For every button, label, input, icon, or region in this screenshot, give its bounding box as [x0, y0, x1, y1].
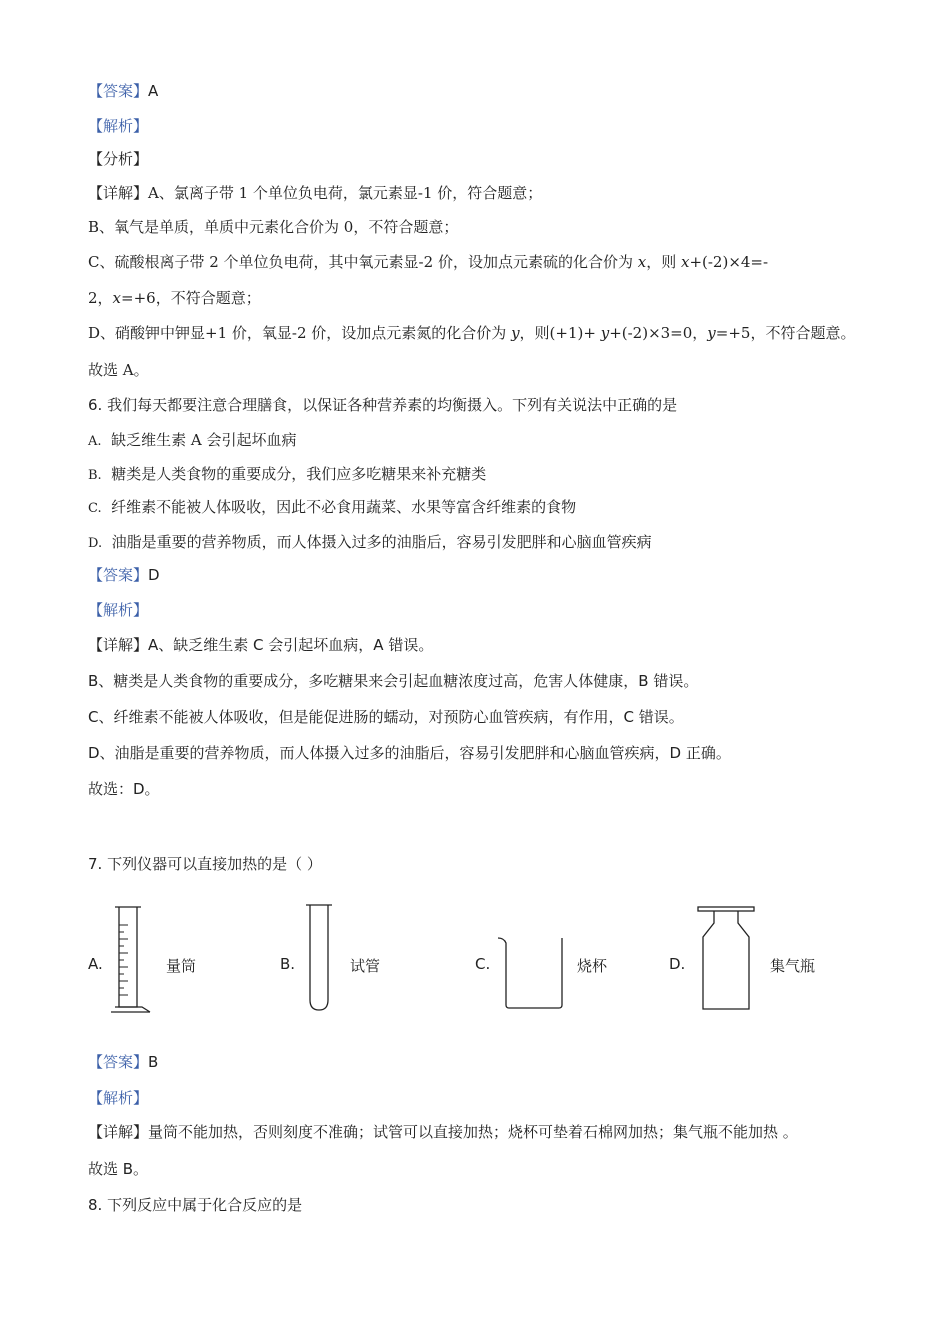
analysis-tag: 【解析】: [88, 117, 149, 135]
q5-detail-b: B、氧气是单质，单质中元素化合价为 0，不符合题意；: [88, 218, 459, 236]
q6-analysis-tag: [88, 600, 148, 620]
q7-stem: 7. 下列仪器可以直接加热的是（ ）: [88, 855, 322, 873]
variable: x: [112, 289, 122, 307]
q6-option-a: [88, 430, 296, 452]
option-text: 缺乏维生素 A 会引起坏血病: [111, 431, 297, 449]
q6-detail-b: B、糖类是人类食物的重要成分，多吃糖果来会引起血糖浓度过高，危害人体健康，B 错误。: [88, 672, 699, 690]
answer-tag: 【答案】: [88, 566, 149, 584]
q5-detail-c2: [88, 288, 261, 308]
text-segment: =+6，不符合题意；: [121, 289, 261, 307]
text-segment: D、硝酸钾中钾显+1 价，氧显-2 价，设加点元素氮的化合价为: [88, 324, 512, 342]
q6-option-c: [88, 497, 576, 519]
variable: x: [637, 253, 647, 271]
q5-detail-a: [88, 183, 542, 203]
option-label: B.: [88, 468, 102, 483]
q5-conclusion: 故选 A。: [88, 361, 149, 379]
fenxi-tag: 【分析】: [88, 150, 149, 168]
text-segment: 2，: [88, 289, 113, 307]
option-text: 纤维素不能被人体吸收，因此不必食用蔬菜、水果等富含纤维素的食物: [111, 498, 577, 516]
option-text: 糖类是人类食物的重要成分，我们应多吃糖果来补充糖类: [111, 465, 487, 483]
beaker-icon: [496, 935, 568, 1011]
text-segment: +(-2)×3=0，: [609, 324, 708, 342]
q6-detail-a: [88, 635, 433, 655]
answer-value: D: [148, 566, 160, 584]
option-text: 油脂是重要的营养物质，而人体摄入过多的油脂后，容易引发肥胖和心脑血管疾病: [111, 533, 652, 551]
answer-value: B: [148, 1053, 159, 1071]
q7-detail: [88, 1122, 798, 1142]
q6-option-d: [88, 532, 652, 554]
text-segment: +(-2)×4=-: [689, 253, 769, 271]
text-segment: ，则(+1)+: [519, 324, 601, 342]
q5-detail-d: [88, 323, 855, 343]
q7-option-b-letter: B.: [280, 955, 296, 973]
text-segment: C、硫酸根离子带 2 个单位负电荷，其中氧元素显-2 价，设加点元素硫的化合价为: [88, 253, 638, 271]
q7-option-c-name: 烧杯: [577, 957, 608, 975]
variable: y: [707, 324, 716, 342]
analysis-tag: 【解析】: [88, 601, 149, 619]
variable: y: [511, 324, 520, 342]
q5-analysis-tag: [88, 116, 148, 136]
q7-option-a-name: 量筒: [166, 957, 197, 975]
option-label: D.: [88, 536, 103, 551]
q6-stem: 6. 我们每天都要注意合理膳食，以保证各种营养素的均衡摄入。下列有关说法中正确的是: [88, 396, 678, 414]
variable: x: [680, 253, 690, 271]
detail-text: A、氯离子带 1 个单位负电荷，氯元素显-1 价，符合题意；: [148, 184, 543, 202]
q7-option-a-letter: A.: [88, 955, 103, 973]
detail-tag: 【详解】: [88, 1123, 149, 1141]
text-segment: =+5，不符合题意。: [715, 324, 856, 342]
detail-text: 量筒不能加热，否则刻度不准确；试管可以直接加热；烧杯可垫着石棉网加热；集气瓶不能加热 。: [148, 1123, 798, 1141]
option-label: A.: [88, 434, 102, 449]
q7-option-d-letter: D.: [669, 955, 686, 973]
q5-answer: [88, 81, 158, 101]
q7-analysis-tag: [88, 1088, 148, 1108]
q6-option-b: [88, 464, 486, 486]
q6-conclusion: 故选：D。: [88, 780, 160, 798]
q7-option-b-name: 试管: [350, 957, 381, 975]
q7-conclusion: 故选 B。: [88, 1160, 149, 1178]
answer-value: A: [148, 82, 159, 100]
gas-jar-icon: [694, 905, 758, 1013]
analysis-tag: 【解析】: [88, 1089, 149, 1107]
q7-option-c-letter: C.: [475, 955, 491, 973]
option-label: C.: [88, 501, 102, 516]
q6-detail-d: D、油脂是重要的营养物质，而人体摄入过多的油脂后，容易引发肥胖和心脑血管疾病，D 正确。: [88, 744, 731, 762]
detail-tag: 【详解】: [88, 184, 149, 202]
graduated-cylinder-icon: [106, 905, 156, 1015]
q7-answer: [88, 1052, 158, 1072]
q6-detail-c: C、纤维素不能被人体吸收，但是能促进肠的蠕动，对预防心血管疾病，有作用，C 错误。: [88, 708, 684, 726]
q6-answer: [88, 565, 160, 585]
q8-stem: 8. 下列反应中属于化合反应的是: [88, 1196, 303, 1214]
variable: y: [600, 324, 610, 342]
detail-text: A、缺乏维生素 C 会引起坏血病，A 错误。: [148, 636, 434, 654]
answer-tag: 【答案】: [88, 82, 149, 100]
answer-tag: 【答案】: [88, 1053, 149, 1071]
q5-fenxi-tag: [88, 149, 148, 169]
q5-detail-c1: [88, 252, 768, 272]
text-segment: ，则: [646, 253, 681, 271]
q7-option-d-name: 集气瓶: [770, 957, 816, 975]
test-tube-icon: [303, 902, 335, 1014]
detail-tag: 【详解】: [88, 636, 149, 654]
